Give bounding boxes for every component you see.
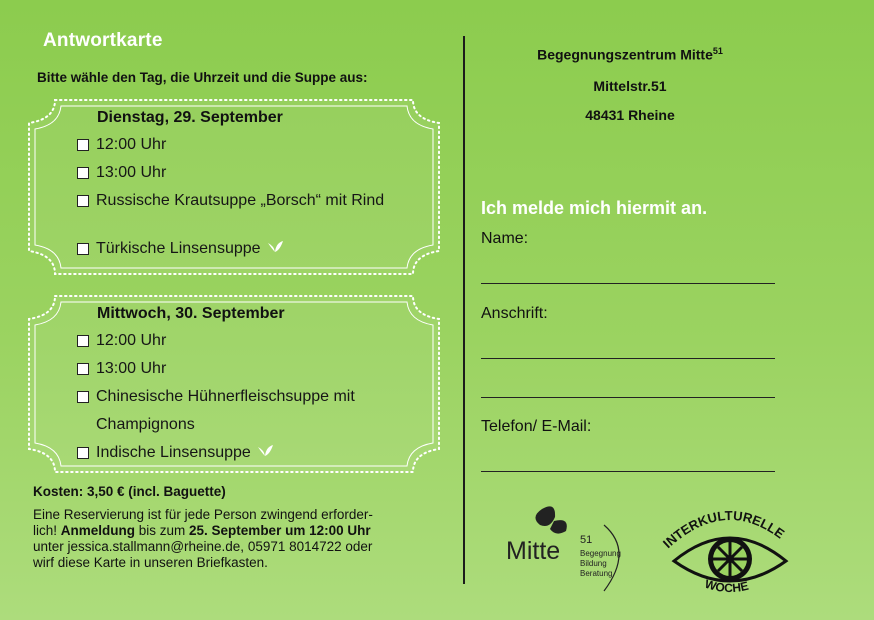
option-label-continued: Champignons — [96, 416, 195, 433]
logo-bottom-text: WOCHE — [703, 576, 750, 596]
address-line[interactable] — [481, 358, 775, 359]
option-row[interactable] — [77, 163, 166, 183]
address-name-text: Begegnungszentrum Mitte — [537, 46, 713, 63]
info-emphasis: Anmeldung — [60, 523, 136, 538]
address-city: 48431 Rheine — [585, 107, 675, 123]
checkbox[interactable] — [77, 335, 89, 347]
info-line: wirf diese Karte in unseren Briefkasten. — [33, 555, 268, 570]
info-line: unter jessica.stallmann@rheine.de, 05971 8014722 oder — [33, 539, 373, 554]
option-label: Chinesische Hühnerfleischsuppe mit — [96, 388, 355, 405]
option-label: 12:00 Uhr — [96, 136, 167, 153]
logo-sub: Beratung — [580, 569, 613, 578]
checkbox[interactable] — [77, 391, 89, 403]
name-label: Name: — [481, 230, 529, 247]
vertical-divider — [463, 36, 465, 584]
logo-word: Mitte — [506, 537, 561, 565]
address-line-2[interactable] — [481, 397, 775, 398]
info-line: Eine Reservierung ist für jede Person zwingend erforder- — [33, 507, 373, 522]
day-ticket-tuesday — [23, 97, 445, 277]
checkbox[interactable] — [77, 167, 89, 179]
info-text: bis zum — [135, 523, 190, 538]
checkbox[interactable] — [77, 447, 89, 459]
option-label: 13:00 Uhr — [96, 360, 167, 377]
option-row[interactable] — [77, 331, 166, 351]
address-label: Anschrift: — [481, 305, 548, 322]
logo-number: 51 — [580, 534, 593, 546]
logo-arc-text: INTERKULTURELLE — [660, 507, 788, 552]
option-label: 13:00 Uhr — [96, 164, 167, 181]
contact-line[interactable] — [481, 471, 775, 472]
checkbox[interactable] — [77, 195, 89, 207]
day-heading: Mittwoch, 30. September — [97, 305, 285, 322]
checkbox[interactable] — [77, 243, 89, 255]
option-row[interactable] — [77, 359, 166, 379]
option-label: 12:00 Uhr — [96, 332, 167, 349]
option-label: Russische Krautsuppe „Borsch“ mit Rind — [96, 192, 385, 209]
logo-sub: Begegnung — [580, 549, 621, 558]
instruction-text: Bitte wähle den Tag, die Uhrzeit und die Suppe aus: — [37, 70, 368, 85]
info-emphasis: 25. September um 12:00 Uhr — [189, 523, 371, 538]
checkbox[interactable] — [77, 363, 89, 375]
checkbox[interactable] — [77, 139, 89, 151]
info-line — [33, 523, 453, 539]
info-text: lich! — [33, 523, 61, 538]
option-row[interactable] — [77, 191, 397, 211]
day-heading: Dienstag, 29. September — [97, 109, 283, 126]
option-label: Türkische Linsensuppe — [96, 240, 261, 257]
option-row[interactable] — [77, 135, 166, 155]
card-title: Antwortkarte — [43, 30, 163, 51]
option-row[interactable] — [77, 239, 284, 259]
address-street: Mittelstr.51 — [593, 78, 667, 94]
address-name — [480, 46, 780, 63]
logo-sub: Bildung — [580, 559, 607, 568]
option-row[interactable] — [77, 387, 355, 407]
vegan-leaf-icon — [256, 443, 274, 457]
day-ticket-wednesday — [23, 293, 445, 475]
option-label: Indische Linsensuppe — [96, 444, 251, 461]
vegan-leaf-icon — [266, 239, 284, 253]
interkulturelle-woche-logo — [660, 505, 800, 597]
name-line[interactable] — [481, 283, 775, 284]
option-row[interactable] — [77, 443, 274, 463]
signup-heading: Ich melde mich hiermit an. — [481, 198, 708, 218]
reservation-info — [33, 507, 453, 571]
contact-label: Telefon/ E-Mail: — [481, 418, 592, 435]
address-sup: 51 — [712, 46, 723, 56]
costs-text: Kosten: 3,50 € (incl. Baguette) — [33, 484, 226, 499]
mitte51-logo — [500, 503, 640, 597]
